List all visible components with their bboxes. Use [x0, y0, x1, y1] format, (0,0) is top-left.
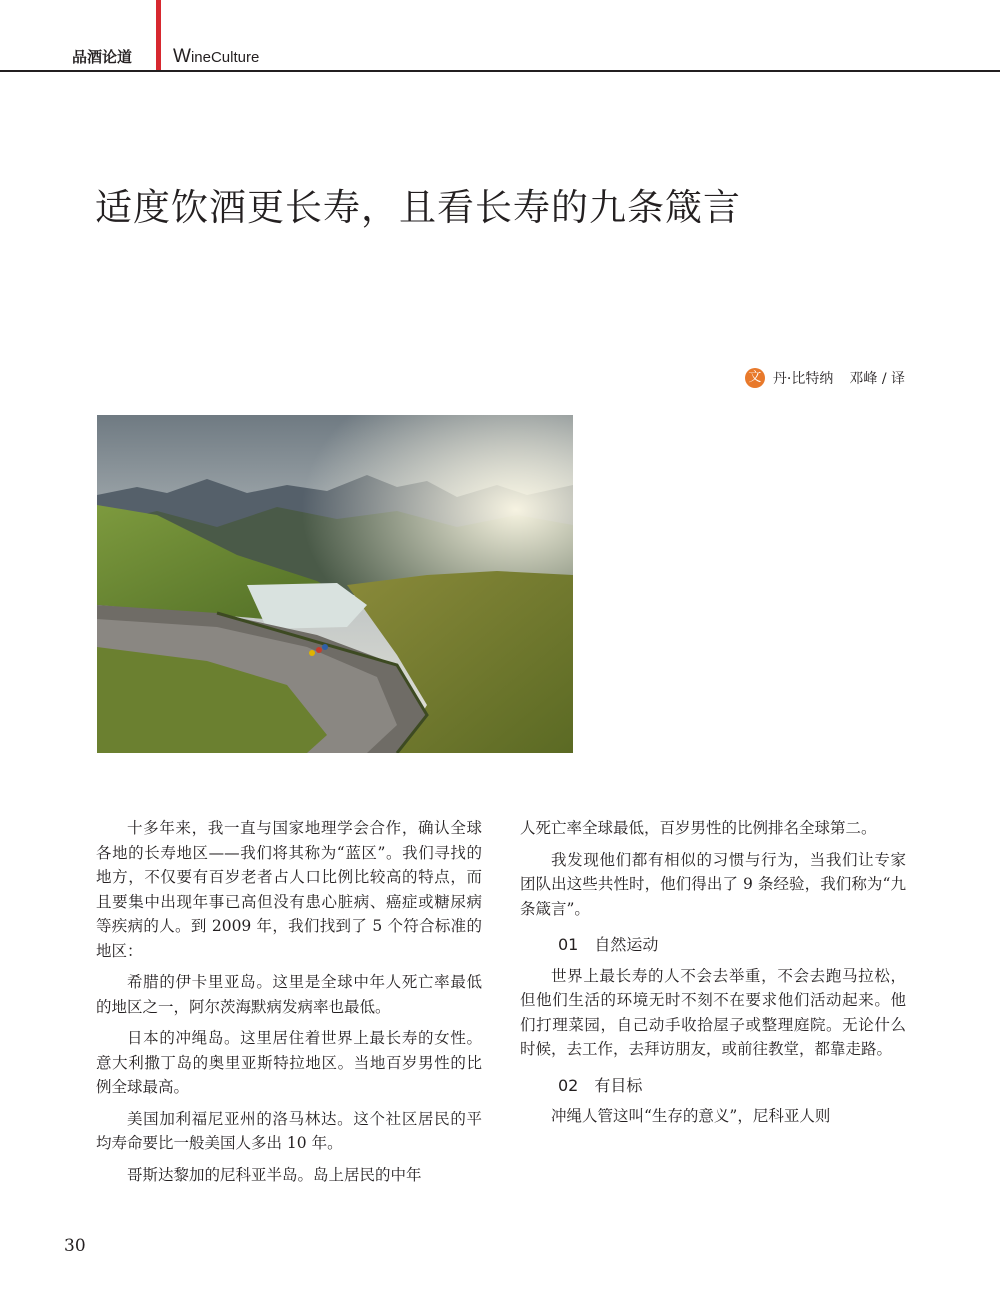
left-column: [96, 816, 482, 1194]
paragraph: 十多年来，我一直与国家地理学会合作，确认全球各地的长寿地区——我们将其称为“蓝区”。我们寻找的地方，不仅要有百岁老者占人口比例比较高的特点，而且要集中出现年事已高但没有患心脏病、癌症或糖尿病等疾病的人。到 2009 年，我们找到了 5 个符合标准的地区：: [96, 819, 482, 960]
mountain-road-photo: [97, 415, 573, 753]
paragraph: 日本的冲绳岛。这里居住着世界上最长寿的女性。意大利撒丁岛的奥里亚斯特拉地区。当地百岁男性的比例全球最高。: [96, 1029, 482, 1096]
section-label: 品酒论道: [72, 48, 133, 66]
article-title: 适度饮酒更长寿，且看长寿的九条箴言: [95, 186, 741, 229]
brand-rest: ineCulture: [190, 49, 260, 66]
paragraph: 美国加利福尼亚州的洛马林达。这个社区居民的平均寿命要比一般美国人多出 10 年。: [96, 1109, 482, 1152]
paragraph: 我发现他们都有相似的习惯与行为，当我们让专家团队出这些共性时，他们得出了 9 条经验，我们称为“九条箴言”。: [520, 850, 906, 918]
byline-badge: 文: [745, 368, 765, 388]
brand-label: [173, 46, 259, 68]
subheading-text: 有目标: [594, 1075, 643, 1095]
subheading-02: [558, 1074, 906, 1099]
paragraph: 哥斯达黎加的尼科亚半岛。岛上居民的中年: [127, 1165, 422, 1184]
paragraph: 希腊的伊卡里亚岛。这里是全球中年人死亡率最低的地区之一，阿尔茨海默病发病率也最低。: [96, 973, 482, 1016]
subheading-01: [558, 933, 906, 958]
paragraph: 冲绳人管这叫“生存的意义”，尼科亚人则: [551, 1107, 831, 1125]
page-number: 30: [64, 1236, 86, 1256]
subheading-number: 02: [558, 1075, 579, 1095]
header-accent-bar: [156, 0, 161, 72]
right-column: [520, 816, 906, 1136]
paragraph: 人死亡率全球最低，百岁男性的比例排名全球第二。: [520, 819, 877, 837]
paragraph: 世界上最长寿的人不会去举重，不会去跑马拉松，但他们生活的环境无时不刻不在要求他们活动起来。他们打理菜园，自己动手收拾屋子或整理庭院。无论什么时候，去工作，去拜访朋友，或前往教堂，都靠走路。: [520, 966, 906, 1058]
brand-initial: W: [173, 46, 191, 67]
byline-author: 丹·比特纳: [772, 371, 834, 387]
subheading-number: 01: [558, 935, 579, 954]
byline-translator: 邓峰 / 译: [849, 371, 905, 387]
byline: [745, 368, 905, 388]
header-rule: [0, 70, 1000, 72]
subheading-text: 自然运动: [594, 935, 659, 954]
